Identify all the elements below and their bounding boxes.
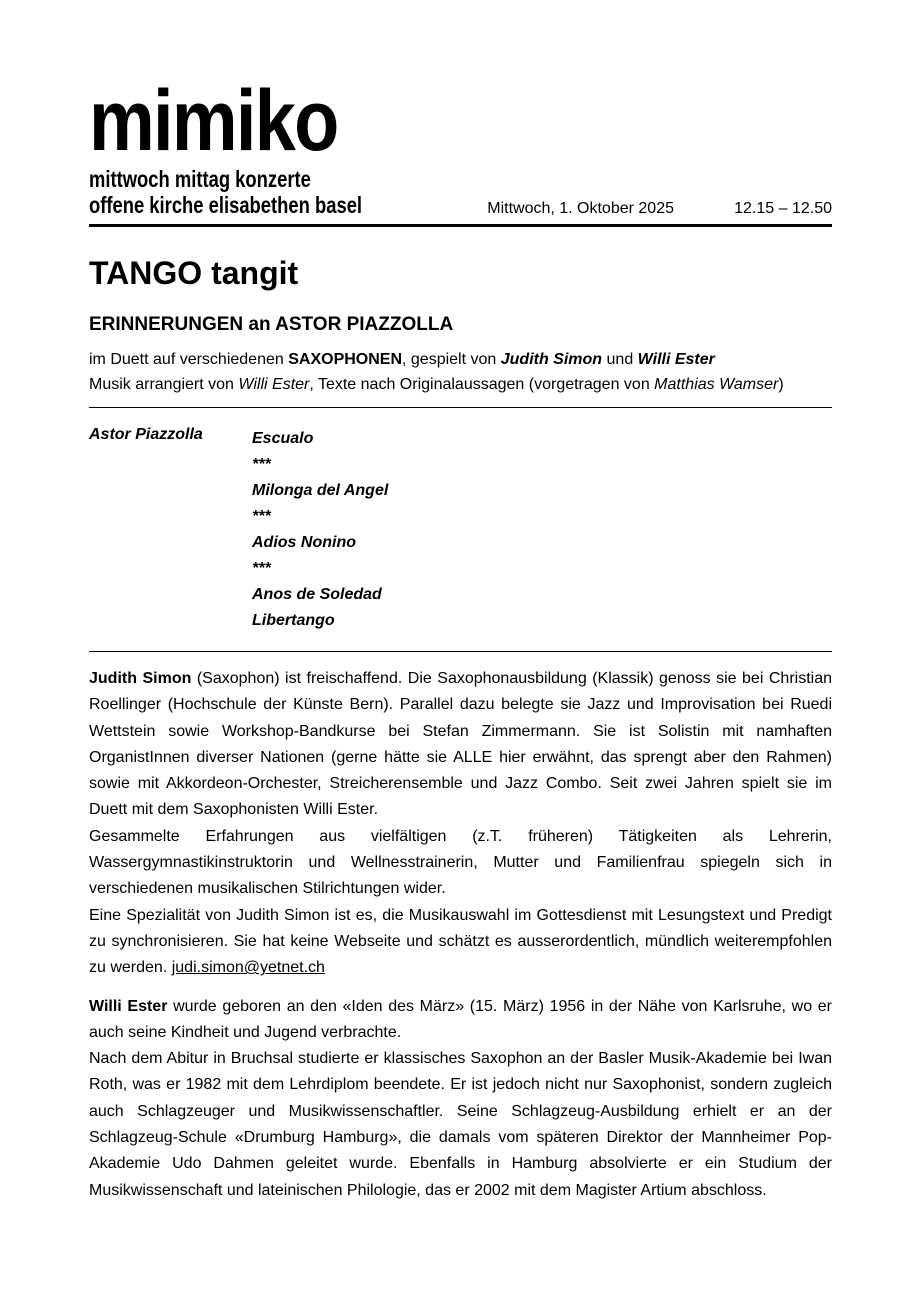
concert-title: TANGO tangit [89, 255, 299, 291]
separator: *** [252, 560, 271, 577]
concert-date: Mittwoch, 1. Oktober 2025 [487, 200, 674, 217]
header-row [89, 166, 832, 224]
divider [89, 407, 832, 408]
concert-subtitle: ERINNERUNGEN an ASTOR PIAZZOLLA [89, 314, 454, 335]
separator: *** [252, 508, 271, 525]
bio-paragraph: Judith Simon (Saxophon) ist freischaffend. Die Saxophonausbildung (Klassik) genoss sie bei Christian Roellinger (Hochschule der Künste Bern). Parallel dazu belegte sie Jazz und Improvisation bei Ruedi Wettstein sowie Workshop-Bandkurse bei Stefan Zimmermann. Sie ist Solistin mit namhaften OrganistInnen diverser Nationen (gerne hätte sie ALLE hier erwähnt, das sprengt aber den Rahmen) sowie mit Akkordeon-Orchester, Streicherensemble und Jazz Combo. Seit zwei Jahren spielt sie im Duett mit dem Saxophonisten Willi Ester. [89, 670, 833, 819]
work-item: Adios Nonino [252, 534, 356, 551]
intro-line-2: Musik arrangiert von Willi Ester, Texte nach Originalaussagen (vorgetragen von Matthias Wamser) [89, 376, 784, 393]
email-link[interactable]: judi.simon@yetnet.ch [171, 959, 325, 977]
work-item: Libertango [252, 612, 335, 629]
series-name: mittwoch mittag konzerte [89, 166, 311, 192]
mimiko-logo: mimiko [89, 73, 338, 169]
bio-paragraph: Nach dem Abitur in Bruchsal studierte er klassisches Saxophon an der Basler Musik-Akademie bei Iwan Roth, was er 1982 mit dem Lehrdiplom beendete. Er ist jedoch nicht nur Saxophonist, sondern zugleich auch Schlagzeuger und Musikwissenschaftler. Seine Schlagzeug-Ausbildung erhielt er an der Schlagzeug-Schule «Drumburg Hamburg», die damals vom späteren Direktor der Mannheimer Pop-Akademie Udo Dahmen geleitet wurde. Ebenfalls in Hamburg absolvierte er ein Studium der Musikwissenschaft und lateinischen Philologie, das er 2002 mit dem Magister Artium abschloss. [89, 1050, 832, 1199]
intro-line-1: im Duett auf verschiedenen SAXOPHONEN, gespielt von Judith Simon und Willi Ester [89, 351, 715, 368]
composer-name: Astor Piazzolla [89, 426, 203, 443]
venue-name: offene kirche elisabethen basel [89, 192, 363, 218]
header-divider [89, 224, 832, 227]
program-list [89, 426, 832, 666]
work-item: Milonga del Angel [252, 482, 389, 499]
separator: *** [252, 456, 271, 473]
bio-paragraph: Eine Spezialität von Judith Simon ist es, die Musikauswahl im Gottesdienst mit Lesungstext und Predigt zu synchronisieren. Sie hat keine Webseite und schätzt es ausserordentlich, mündlich weiterempfohlen zu werden. judi.simon@yetnet.ch [89, 906, 832, 977]
work-item: Anos de Soledad [252, 586, 382, 603]
bio-paragraph: Willi Ester wurde geboren an den «Iden des März» (15. März) 1956 in der Nähe von Karlsruhe, wo er auch seine Kindheit und Jugend verbrachte. [89, 997, 833, 1041]
concert-time: 12.15 – 12.50 [734, 200, 832, 217]
program-sheet [89, 73, 833, 1204]
bio-judith-simon [89, 666, 832, 982]
bio-willi-ester [89, 994, 832, 1204]
work-item: Escualo [252, 430, 314, 447]
concert-intro [89, 347, 832, 397]
works-list [252, 426, 388, 634]
bio-paragraph: Gesammelte Erfahrungen aus vielfältigen (z.T. früheren) Tätigkeiten als Lehrerin, Wassergymnastikinstruktorin und Wellnesstrainerin, Mutter und Familienfrau spiegeln sich in verschiedenen musikalischen Stilrichtungen wider. [89, 827, 832, 898]
